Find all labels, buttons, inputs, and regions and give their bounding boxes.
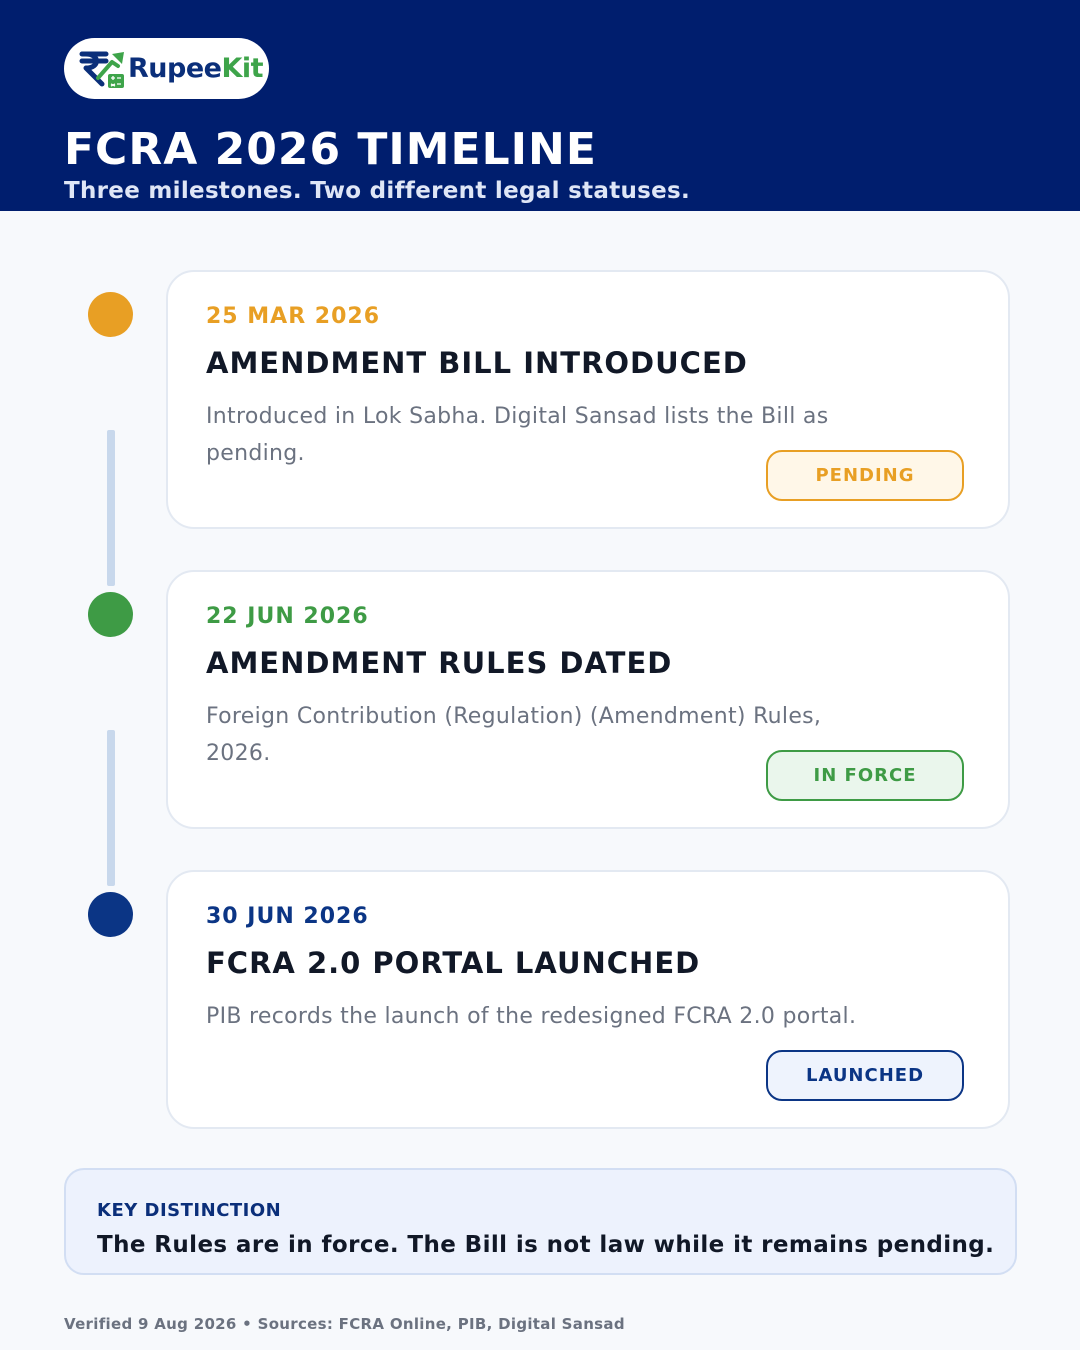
status-badge-launched: LAUNCHED xyxy=(766,1050,964,1101)
milestone-description: Foreign Contribution (Regulation) (Amendment) Rules, 2026. xyxy=(206,704,822,766)
milestone-title: FCRA 2.0 PORTAL LAUNCHED xyxy=(206,946,701,980)
milestone-card-bill xyxy=(166,270,1010,529)
header-banner xyxy=(0,0,1080,211)
milestone-title: AMENDMENT BILL INTRODUCED xyxy=(206,346,748,380)
milestone-card-rules xyxy=(166,570,1010,829)
timeline-dot-1 xyxy=(88,292,133,337)
key-distinction-label: KEY DISTINCTION xyxy=(97,1200,282,1221)
milestone-date: 25 MAR 2026 xyxy=(206,304,381,329)
milestone-description: Introduced in Lok Sabha. Digital Sansad lists the Bill as pending. xyxy=(206,404,829,466)
milestone-date: 22 JUN 2026 xyxy=(206,604,369,629)
milestone-title: AMENDMENT RULES DATED xyxy=(206,646,673,680)
key-distinction-box xyxy=(64,1168,1017,1275)
key-distinction-text: The Rules are in force. The Bill is not law while it remains pending. xyxy=(97,1232,995,1258)
timeline-connector-2 xyxy=(107,730,115,886)
sources-footer: Verified 9 Aug 2026 • Sources: FCRA Online, PIB, Digital Sansad xyxy=(64,1315,625,1333)
logo-text-accent: Kit xyxy=(221,53,264,84)
logo-text-primary: Rupee xyxy=(128,53,222,84)
rupeekit-logo xyxy=(64,38,269,99)
page-title: FCRA 2026 TIMELINE xyxy=(64,124,597,175)
page-subtitle: Three milestones. Two different legal statuses. xyxy=(64,178,691,204)
milestone-card-portal xyxy=(166,870,1010,1129)
status-badge-in-force: IN FORCE xyxy=(766,750,964,801)
timeline-dot-3 xyxy=(88,892,133,937)
logo-wordmark xyxy=(128,53,263,84)
milestone-description: PIB records the launch of the redesigned FCRA 2.0 portal. xyxy=(206,1004,857,1029)
rupee-growth-logo-icon xyxy=(78,48,126,90)
timeline-connector-1 xyxy=(107,430,115,586)
timeline-dot-2 xyxy=(88,592,133,637)
status-badge-pending: PENDING xyxy=(766,450,964,501)
milestone-date: 30 JUN 2026 xyxy=(206,904,369,929)
